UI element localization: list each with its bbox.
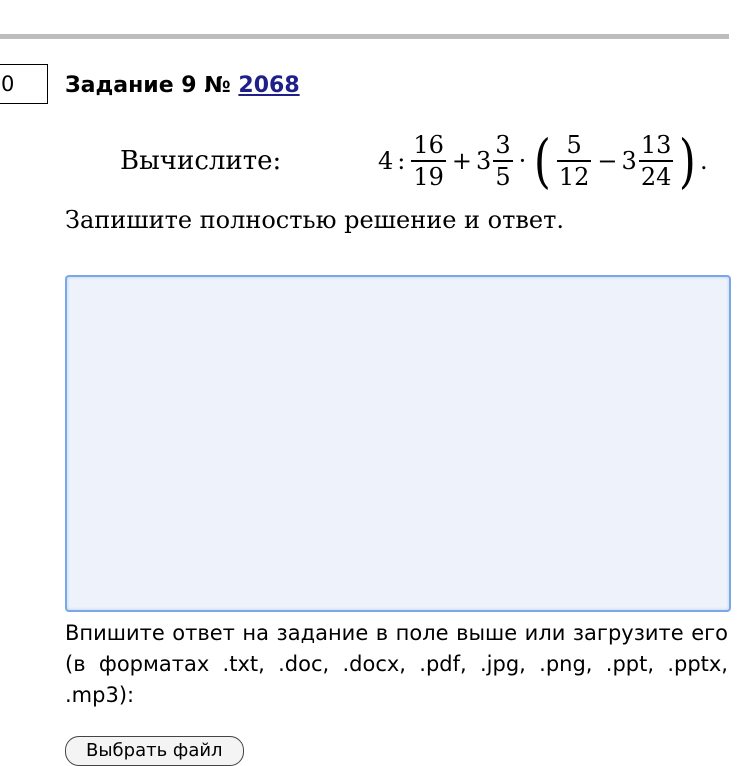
answer-hint: Впишите ответ на задание в поле выше или загрузите его (в форматах .txt, .doc, .docx, .pdf, .jpg, .png, .ppt, .pptx, .mp3): <box>65 621 728 707</box>
fraction-13-24 <box>639 130 674 192</box>
formula-minus-sign: − <box>597 147 618 175</box>
formula-divide-sign: : <box>397 147 406 175</box>
fraction-numerator: 3 <box>495 131 511 160</box>
fraction-denominator: 12 <box>558 162 590 191</box>
fraction-denominator: 5 <box>495 162 511 191</box>
formula-integer: 4 <box>378 147 394 175</box>
answer-textarea[interactable] <box>65 275 731 612</box>
fraction-denominator: 19 <box>413 162 444 191</box>
fraction-numerator: 13 <box>640 131 672 160</box>
task-title-prefix: Задание 9 № <box>65 73 231 98</box>
formula-close-paren: ) <box>679 127 697 195</box>
task-index-box <box>0 64 48 104</box>
top-divider <box>0 34 729 39</box>
fraction-16-19 <box>411 130 446 192</box>
task-number-link[interactable]: 2068 <box>238 73 300 98</box>
formula-times-sign: · <box>518 147 527 175</box>
fraction-5-12 <box>557 130 592 192</box>
fraction-numerator: 16 <box>413 131 444 160</box>
math-expression <box>378 120 708 202</box>
fraction-numerator: 5 <box>566 131 582 160</box>
mixed-number-whole: 3 <box>621 147 637 175</box>
formula-open-paren: ( <box>534 127 552 195</box>
choose-file-button[interactable]: Выбрать файл <box>65 736 244 766</box>
fraction-denominator: 24 <box>640 162 672 191</box>
fraction-3-5 <box>493 130 512 192</box>
compute-label: Вычислите: <box>120 146 282 176</box>
solution-instruction: Запишите полностью решение и ответ. <box>65 206 564 234</box>
task-title <box>65 72 300 100</box>
mixed-number-whole: 3 <box>476 147 492 175</box>
task-index: 0 <box>1 72 15 96</box>
formula-period: . <box>700 147 708 175</box>
formula-plus-sign: + <box>451 147 473 175</box>
